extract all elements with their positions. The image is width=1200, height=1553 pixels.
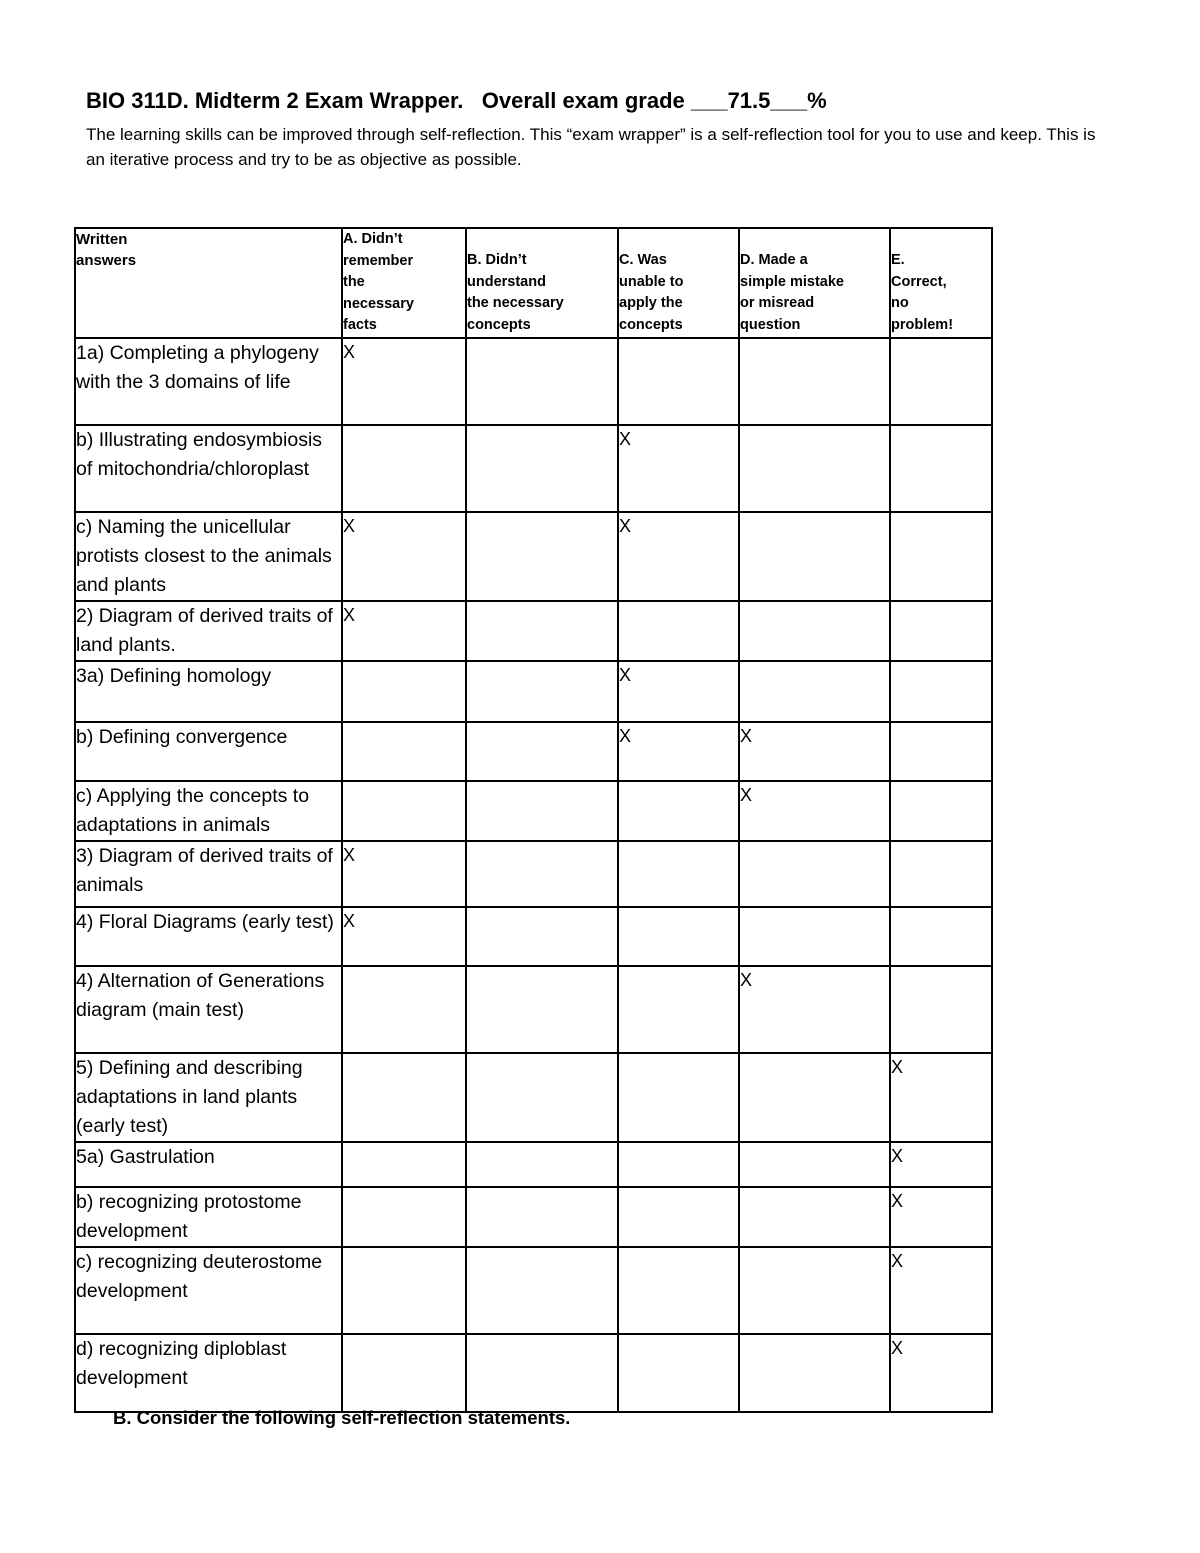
table-row [75, 781, 992, 841]
question-cell: c) Applying the concepts to adaptations in animals [75, 781, 342, 841]
mark-didnt-understand [466, 425, 618, 512]
mark-correct [890, 512, 992, 601]
mark-unable-to-apply: X [618, 661, 739, 722]
mark-simple-mistake [739, 338, 890, 425]
mark-didnt-remember: X [342, 907, 466, 966]
table-row [75, 1334, 992, 1412]
question-cell: c) recognizing deuterostome development [75, 1247, 342, 1334]
mark-unable-to-apply [618, 338, 739, 425]
question-cell: 3a) Defining homology [75, 661, 342, 722]
header-didnt-remember: A. Didn’t remember the necessary facts [342, 228, 466, 338]
mark-unable-to-apply: X [618, 425, 739, 512]
mark-didnt-remember [342, 781, 466, 841]
mark-unable-to-apply [618, 966, 739, 1053]
mark-didnt-remember [342, 966, 466, 1053]
header-didnt-understand: B. Didn’t understand the necessary concepts [466, 228, 618, 338]
mark-didnt-understand [466, 661, 618, 722]
table-row [75, 722, 992, 781]
mark-correct [890, 907, 992, 966]
mark-didnt-understand [466, 966, 618, 1053]
mark-correct [890, 841, 992, 907]
question-cell: 2) Diagram of derived traits of land plants. [75, 601, 342, 661]
mark-didnt-understand [466, 512, 618, 601]
mark-didnt-remember: X [342, 601, 466, 661]
mark-unable-to-apply [618, 601, 739, 661]
mark-simple-mistake [739, 1053, 890, 1142]
mark-didnt-understand [466, 1334, 618, 1412]
mark-correct [890, 425, 992, 512]
page-title: BIO 311D. Midterm 2 Exam Wrapper. Overall exam grade ___71.5___% [86, 88, 827, 113]
mark-simple-mistake: X [739, 966, 890, 1053]
mark-didnt-remember [342, 1247, 466, 1334]
mark-didnt-remember [342, 722, 466, 781]
question-cell: c) Naming the unicellular protists closest to the animals and plants [75, 512, 342, 601]
mark-unable-to-apply [618, 1334, 739, 1412]
mark-correct [890, 966, 992, 1053]
table-row [75, 661, 992, 722]
question-cell: b) Illustrating endosymbiosis of mitochondria/chloroplast [75, 425, 342, 512]
mark-simple-mistake [739, 1187, 890, 1247]
mark-correct: X [890, 1187, 992, 1247]
mark-didnt-understand [466, 338, 618, 425]
mark-simple-mistake [739, 841, 890, 907]
mark-correct [890, 338, 992, 425]
section-b-heading: B. Consider the following self-reflection statements. [113, 1407, 571, 1428]
mark-correct: X [890, 1053, 992, 1142]
mark-unable-to-apply [618, 781, 739, 841]
exam-wrapper-table [74, 227, 993, 1413]
table-row [75, 966, 992, 1053]
question-cell: 4) Alternation of Generations diagram (main test) [75, 966, 342, 1053]
mark-didnt-understand [466, 722, 618, 781]
mark-didnt-remember: X [342, 841, 466, 907]
mark-didnt-remember [342, 1053, 466, 1142]
table-row [75, 907, 992, 966]
mark-simple-mistake [739, 661, 890, 722]
mark-unable-to-apply: X [618, 512, 739, 601]
mark-didnt-understand [466, 601, 618, 661]
mark-didnt-remember [342, 425, 466, 512]
header-correct: E. Correct, no problem! [890, 228, 992, 338]
mark-simple-mistake [739, 1142, 890, 1187]
question-cell: 1a) Completing a phylogeny with the 3 domains of life [75, 338, 342, 425]
mark-unable-to-apply [618, 841, 739, 907]
question-cell: d) recognizing diploblast development [75, 1334, 342, 1412]
mark-simple-mistake [739, 1334, 890, 1412]
table-row [75, 338, 992, 425]
mark-simple-mistake [739, 601, 890, 661]
mark-correct [890, 722, 992, 781]
question-cell: b) recognizing protostome development [75, 1187, 342, 1247]
question-cell: b) Defining convergence [75, 722, 342, 781]
intro-paragraph: The learning skills can be improved through self-reflection. This “exam wrapper” is a self-reflection tool for you to use and keep. This is an iterative process and try to be as objective as possible. [86, 125, 1096, 169]
mark-didnt-remember [342, 1334, 466, 1412]
header-simple-mistake: D. Made a simple mistake or misread question [739, 228, 890, 338]
mark-correct: X [890, 1247, 992, 1334]
mark-didnt-remember: X [342, 338, 466, 425]
mark-didnt-understand [466, 1142, 618, 1187]
table-row [75, 1187, 992, 1247]
table-row [75, 841, 992, 907]
question-cell: 4) Floral Diagrams (early test) [75, 907, 342, 966]
table-row [75, 1053, 992, 1142]
mark-simple-mistake [739, 907, 890, 966]
mark-simple-mistake: X [739, 722, 890, 781]
mark-unable-to-apply [618, 1053, 739, 1142]
mark-simple-mistake [739, 512, 890, 601]
header-unable-to-apply: C. Was unable to apply the concepts [618, 228, 739, 338]
mark-didnt-understand [466, 841, 618, 907]
table-body [75, 338, 992, 1412]
mark-unable-to-apply [618, 1247, 739, 1334]
mark-correct [890, 601, 992, 661]
mark-didnt-remember [342, 661, 466, 722]
mark-didnt-understand [466, 1247, 618, 1334]
mark-unable-to-apply: X [618, 722, 739, 781]
mark-correct [890, 781, 992, 841]
question-cell: 5a) Gastrulation [75, 1142, 342, 1187]
table-row [75, 1247, 992, 1334]
table-row [75, 601, 992, 661]
mark-correct [890, 661, 992, 722]
mark-unable-to-apply [618, 907, 739, 966]
mark-didnt-understand [466, 1187, 618, 1247]
question-cell: 5) Defining and describing adaptations in land plants (early test) [75, 1053, 342, 1142]
mark-unable-to-apply [618, 1142, 739, 1187]
table-row [75, 512, 992, 601]
question-cell: 3) Diagram of derived traits of animals [75, 841, 342, 907]
mark-unable-to-apply [618, 1187, 739, 1247]
mark-didnt-understand [466, 781, 618, 841]
header-written-answers: Written answers [75, 228, 342, 338]
mark-didnt-understand [466, 907, 618, 966]
table-header-row [75, 228, 992, 338]
mark-didnt-remember [342, 1142, 466, 1187]
mark-didnt-understand [466, 1053, 618, 1142]
table-row [75, 1142, 992, 1187]
mark-simple-mistake: X [739, 781, 890, 841]
mark-didnt-remember [342, 1187, 466, 1247]
mark-correct: X [890, 1334, 992, 1412]
table-row [75, 425, 992, 512]
mark-correct: X [890, 1142, 992, 1187]
mark-didnt-remember: X [342, 512, 466, 601]
mark-simple-mistake [739, 1247, 890, 1334]
mark-simple-mistake [739, 425, 890, 512]
